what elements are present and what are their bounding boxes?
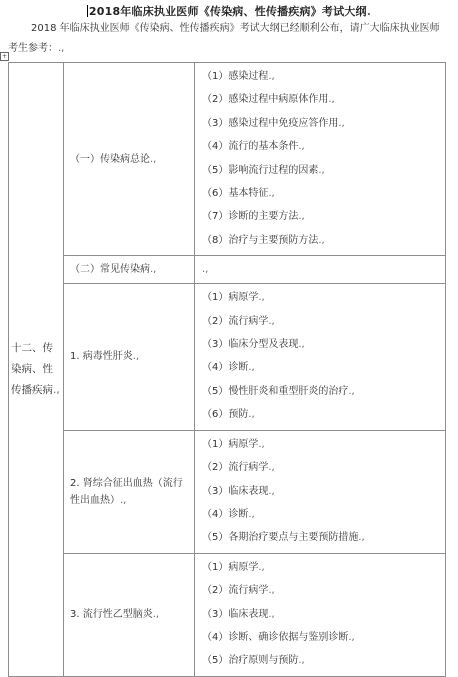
- list-item: （3）临床表现.,: [202, 485, 275, 497]
- list-item: （2）感染过程中病原体作用.,: [202, 94, 335, 106]
- list-item: （7）诊断的主要方法.,: [202, 211, 305, 223]
- list-item: （5）影响流行过程的因素.,: [202, 164, 325, 176]
- table-row: [9, 63, 446, 256]
- list-item: （4）流行的基本条件.,: [202, 141, 305, 153]
- list-item: （4）诊断.,: [202, 362, 255, 374]
- table-row: [9, 430, 446, 553]
- list-item: （2）流行病学.,: [202, 585, 275, 597]
- section-title-cell: 1. 病毒性肝炎.,: [64, 284, 195, 430]
- text-cursor: [87, 5, 88, 17]
- list-item: （3）临床表现.,: [202, 608, 275, 620]
- table-row: [9, 256, 446, 284]
- items-cell: [195, 430, 446, 553]
- intro-paragraph: 2018 年临床执业医师《传染病、性传播疾病》考试大纲已经顺利公布，请广大临床执业医师考生参考：.,: [8, 23, 440, 54]
- table-move-handle-icon[interactable]: +: [1, 53, 8, 60]
- table-row: [9, 553, 446, 676]
- section-title-cell: （一）传染病总论.,: [64, 63, 195, 256]
- list-item: （6）预防.,: [202, 409, 255, 421]
- list-item: （5）各期治疗要点与主要预防措施.,: [202, 532, 365, 544]
- section-title-cell: 3. 流行性乙型脑炎.,: [64, 553, 195, 676]
- list-item: （6）基本特征.,: [202, 188, 275, 200]
- paragraph-mark-icon: .,: [58, 43, 65, 54]
- list-item: （4）诊断、确诊依据与鉴别诊断.,: [202, 631, 355, 643]
- syllabus-table: [8, 62, 446, 677]
- items-cell: [195, 553, 446, 676]
- paragraph-mark-icon: .: [366, 5, 372, 18]
- list-item: （8）治疗与主要预防方法.,: [202, 234, 325, 246]
- document-title: 2018年临床执业医师《传染病、性传播疾病》考试大纲.: [88, 5, 372, 18]
- paragraph-mark-icon: .,: [53, 383, 60, 396]
- list-item: （1）病原学.,: [202, 292, 265, 304]
- category-cell: 十二、传染病、性传播疾病.,: [9, 63, 64, 677]
- list-item: （5）治疗原则与预防.,: [202, 655, 305, 667]
- list-item: （4）诊断.,: [202, 508, 255, 520]
- list-item: （5）慢性肝炎和重型肝炎的治疗.,: [202, 385, 355, 397]
- list-item: （1）感染过程.,: [202, 71, 275, 82]
- empty-cell: .,: [195, 256, 446, 284]
- table-row: [9, 284, 446, 430]
- list-item: （3）感染过程中免疫应答作用.,: [202, 117, 345, 129]
- list-item: （2）流行病学.,: [202, 462, 275, 474]
- items-cell: [195, 284, 446, 430]
- section-title-cell: 2. 肾综合征出血热（流行性出血热）.,: [64, 430, 195, 553]
- list-item: （1）病原学.,: [202, 561, 265, 573]
- list-item: （2）流行病学.,: [202, 315, 275, 327]
- list-item: （1）病原学.,: [202, 438, 265, 450]
- section-title-cell: （二）常见传染病.,: [64, 256, 195, 284]
- list-item: （3）临床分型及表现.,: [202, 339, 305, 351]
- items-cell: [195, 63, 446, 256]
